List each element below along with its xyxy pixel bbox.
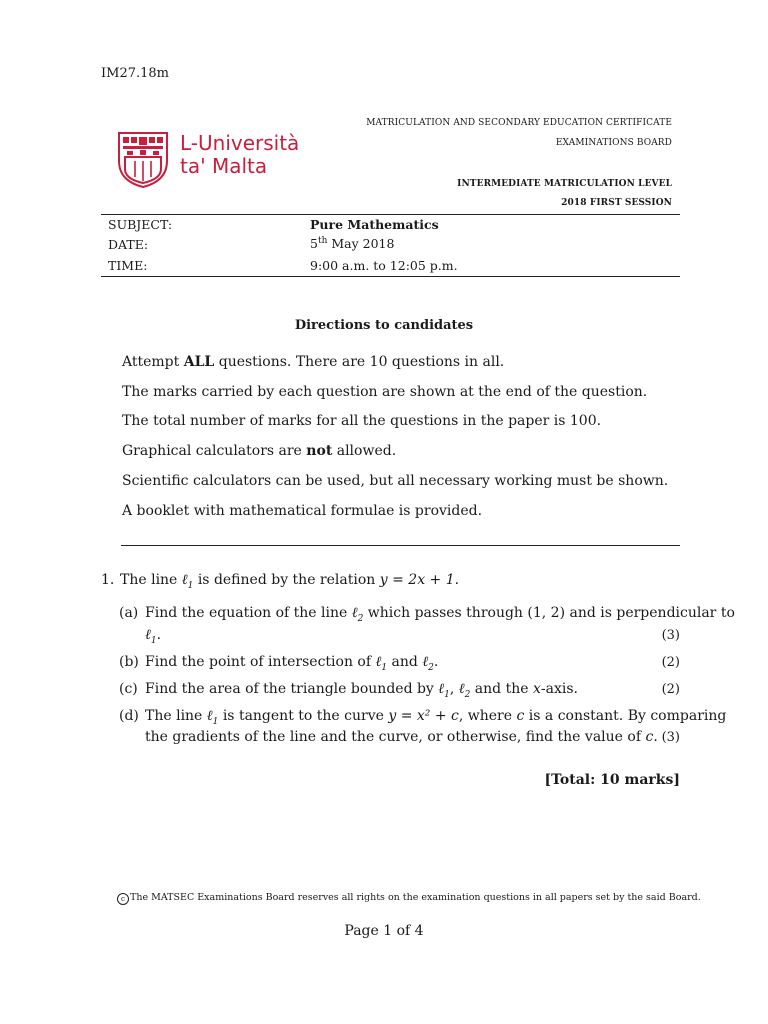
direction-6: A booklet with mathematical formulae is provided. (122, 503, 483, 519)
part-c-label: (c) (119, 681, 138, 697)
subject-value: Pure Mathematics (310, 217, 439, 232)
time-value: 9:00 a.m. to 12:05 p.m. (310, 258, 458, 273)
question-total: [Total: 10 marks] (544, 772, 680, 788)
university-crest-icon (113, 127, 173, 191)
date-rest: May 2018 (327, 236, 395, 252)
page-number: Page 1 of 4 (344, 923, 424, 939)
direction-4: Graphical calculators are not allowed. (122, 443, 397, 459)
directions-title: Directions to candidates (294, 318, 474, 333)
copyright-icon: c (117, 893, 129, 905)
direction-2: The marks carried by each question are shown at the end of the question. (122, 384, 648, 400)
part-a-text-cont: ℓ$_1$. (145, 627, 162, 646)
direction-3: The total number of marks for all the questions in the paper is 100. (122, 413, 602, 429)
copyright-notice: c The MATSEC Examinations Board reserves all rights on the examination questions in all papers set by the said Board. (117, 892, 701, 905)
university-logo (180, 132, 299, 178)
date-day: 5 (310, 236, 318, 252)
logo-line-2: ta' Malta (180, 154, 268, 178)
time-label: TIME: (108, 258, 148, 273)
exam-level: INTERMEDIATE MATRICULATION LEVEL (457, 179, 672, 189)
part-a-mark: (3) (661, 628, 680, 643)
direction-5: Scientific calculators can be used, but all necessary working must be shown. (122, 473, 669, 489)
part-b-text: Find the point of intersection of ℓ$_1$ and ℓ$_2$. (145, 654, 439, 673)
subject-label: SUBJECT: (108, 217, 173, 232)
exam-session: 2018 FIRST SESSION (561, 198, 672, 208)
info-bottom-rule (101, 276, 680, 277)
logo-line-1: L-Università (180, 131, 300, 155)
part-d-text-cont: the gradients of the line and the curve, or otherwise, find the value of c. (145, 729, 658, 745)
part-d-mark: (3) (661, 730, 680, 745)
date-value (310, 236, 394, 251)
document-code: IM27.18m (101, 66, 169, 81)
part-a-text: Find the equation of the line ℓ$_2$ which passes through (1, 2) and is perpendicular to (145, 605, 735, 624)
question-stem: The line ℓ$_1$ is defined by the relation y = 2x + 1. (120, 572, 460, 591)
board-line-1: MATRICULATION AND SECONDARY EDUCATION CERTIFICATE (366, 118, 672, 128)
part-c-mark: (2) (661, 682, 680, 697)
part-b-label: (b) (119, 654, 139, 670)
board-line-2: EXAMINATIONS BOARD (555, 138, 672, 148)
part-c-text: Find the area of the triangle bounded by ℓ$_1$, ℓ$_2$ and the x-axis. (145, 681, 578, 700)
direction-1: Attempt ALL questions. There are 10 questions in all. (122, 354, 505, 370)
part-b-mark: (2) (661, 655, 680, 670)
part-a-label: (a) (119, 605, 139, 621)
info-top-rule (101, 214, 680, 215)
part-d-text: The line ℓ$_1$ is tangent to the curve y = x² + c, where c is a constant. By comparing (145, 708, 727, 727)
question-number: 1. (101, 572, 115, 588)
date-suffix: th (317, 236, 328, 246)
section-divider (121, 545, 680, 546)
date-label: DATE: (108, 237, 149, 252)
part-d-label: (d) (119, 708, 139, 724)
